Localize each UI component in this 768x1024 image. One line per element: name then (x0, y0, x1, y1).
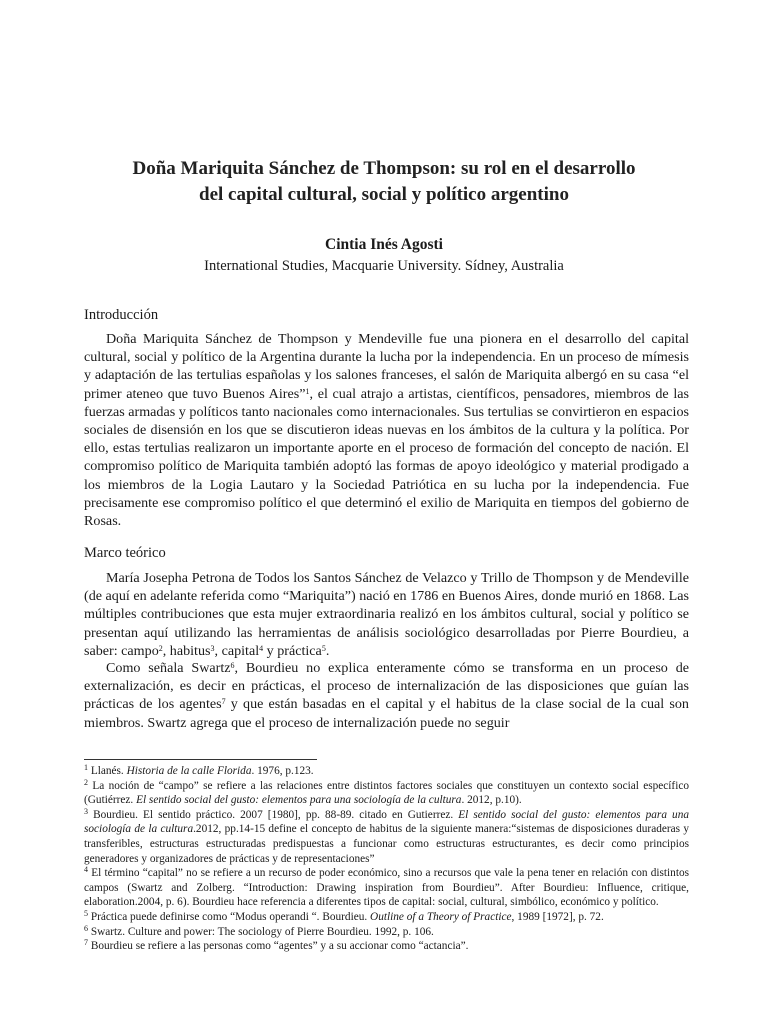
footnote-ref-1: 1 (305, 386, 310, 396)
intro-text-b: , el cual atrajo a artistas, científicos, pensadores, miembros de las fuerzas armadas y políticos tanto nacionales como internacionales. Sus tertulias se convirtieron en espacios sociales de disensión en los que se discutieron ideas nuevas en los ámbitos de la cultura y la política. Por ello, estas tertulias realizaron un importante aporte en el proceso de formación del concepto de nación. El compromiso político de Mariquita también adoptó las formas de apoyo ideológico y material prodigado a los miembros de la Logia Lautaro y la Sociedad Patriótica en su lucha por la independencia. Fue precisamente ese compromiso político el que determinó el exilio de Mariquita en tiempos del gobierno de Rosas. (84, 385, 689, 530)
marco-p1-text-c: , capital (214, 642, 260, 659)
footnote-text: Bourdieu. El sentido práctico. 2007 [1980], pp. 88-89. citado en Gutierrez. (88, 808, 459, 821)
paper-title (60, 156, 708, 208)
footnote-number: 2 (84, 777, 88, 787)
section-heading-introduccion: Introducción (84, 307, 159, 323)
footnote-number: 3 (84, 806, 88, 816)
marco-p1-text-e: . (325, 642, 330, 659)
footnote-number: 5 (84, 908, 88, 918)
footnote-italic-title: El sentido social del gusto: elementos para una sociología de la cultura (136, 794, 462, 807)
footnote-2 (84, 779, 689, 808)
marco-paragraph-2 (84, 659, 689, 732)
title-line-2: del capital cultural, social y político argentino (199, 184, 569, 205)
marco-p2-text-b: , Bourdieu no explica enteramente cómo se transforma en un proceso de externalización, es decir en prácticas, el proceso de internalización de las disposiciones que guían las prácticas de los agentes (84, 660, 689, 713)
marco-p2-text-c: y que están basadas en el capital y el habitus de la clase social de la cual son miembros. Swartz agrega que el proceso de internalización puede no seguir (84, 696, 689, 731)
footnote-text: . 1976, p.123. (251, 765, 314, 777)
marco-paragraph-1 (84, 569, 689, 660)
footnote-divider (84, 759, 317, 760)
footnote-text: .2012, pp.14-15 define el concepto de habitus de la siguiente manera:“sistemas de disposiciones duraderas y transferibles, estructuras estructuradas predispuestas a funcionar como estructuras estructurantes, es decir como principios generadores y organizadores de prácticas y de representaciones” (84, 823, 690, 865)
footnote-3 (84, 808, 689, 866)
footnote-italic-title: Outline of a Theory of Practice (370, 910, 512, 923)
section-heading-marco-teorico: Marco teórico (84, 545, 166, 561)
footnote-ref-3: 3 (210, 643, 215, 653)
marco-p1-text-a: María Josepha Petrona de Todos los Santos Sánchez de Velazco y Trillo de Thompson y de Mendeville (de aquí en adelante referida como “Mariquita”) nació en 1786 en Buenos Aires, donde murió en 1868. Las múltiples contribuciones que esta mujer extraordinaria realizó en los ámbitos cultural, social y político se presentan aquí utilizando las herramientas de análisis sociológico desarrolladas por Pierre Bourdieu, a saber: campo (84, 570, 689, 659)
author-affiliation: International Studies, Macquarie University. Sídney, Australia (204, 258, 564, 274)
footnote-text: La noción de “campo” se refiere a las relaciones entre distintos factores sociales que constituyen un contexto social específico (Gutiérrez. (84, 779, 689, 807)
marco-p1-text-b: , habitus (162, 642, 211, 659)
footnote-text: Práctica puede definirse como “Modus operandi “. Bourdieu. (88, 910, 371, 923)
footnote-4 (84, 866, 689, 910)
footnote-number: 6 (84, 923, 88, 933)
footnotes (84, 764, 689, 954)
footnote-ref-2: 2 (158, 643, 163, 653)
footnote-5 (84, 910, 689, 925)
footnote-1 (84, 764, 689, 779)
title-line-1: Doña Mariquita Sánchez de Thompson: su rol en el desarrollo (132, 158, 636, 179)
intro-paragraph (84, 330, 689, 530)
footnote-text: El término “capital” no se refiere a un recurso de poder económico, sino a recursos que vale la pena tener en relación con distintos campos (Swartz and Zolberg. “Introduction: Drawing inspiration from Bourdieu”. After Bourdieu: Influence, critique, elaboration.2004, p. 6). Bourdieu hace referencia a diferentes tipos de capital: social, cultural, simbólico, económico y político. (84, 867, 689, 909)
marco-p1-text-d: y práctica (263, 642, 322, 659)
footnote-text: , 1989 [1972], p. 72. (511, 910, 604, 923)
footnote-number: 4 (84, 865, 88, 875)
author-name: Cintia Inés Agosti (325, 236, 443, 253)
footnote-ref-4: 4 (259, 643, 264, 653)
footnote-text: Bourdieu se refiere a las personas como “agentes” y a su accionar como “actancia”. (88, 940, 469, 953)
footnote-number: 7 (84, 938, 88, 948)
footnote-ref-5: 5 (321, 643, 326, 653)
footnote-italic-title: El sentido social del gusto: elementos para una sociología de la cultura (84, 808, 689, 836)
footnote-number: 1 (84, 763, 88, 772)
footnote-6 (84, 925, 689, 940)
footnote-ref-7: 7 (221, 697, 226, 707)
intro-text-a: Doña Mariquita Sánchez de Thompson y Mendeville fue una pionera en el desarrollo del capital cultural, social y político de la Argentina durante la lucha por la independencia. En un proceso de mímesis y adaptación de las tertulias españolas y los salones franceses, el salón de Mariquita albergó en su casa “el primer ateneo que tuvo Buenos Aires” (84, 331, 689, 402)
footnote-text: Llanés. (88, 765, 127, 777)
footnote-7 (84, 939, 689, 954)
footnote-text: . 2012, p.10). (461, 794, 522, 807)
marco-p2-text-a: Como señala Swartz (106, 660, 231, 676)
footnote-ref-6: 6 (230, 661, 235, 670)
footnote-text: Swartz. Culture and power: The sociology of Pierre Bourdieu. 1992, p. 106. (88, 925, 434, 938)
footnote-italic-title: Historia de la calle Florida (126, 765, 252, 777)
